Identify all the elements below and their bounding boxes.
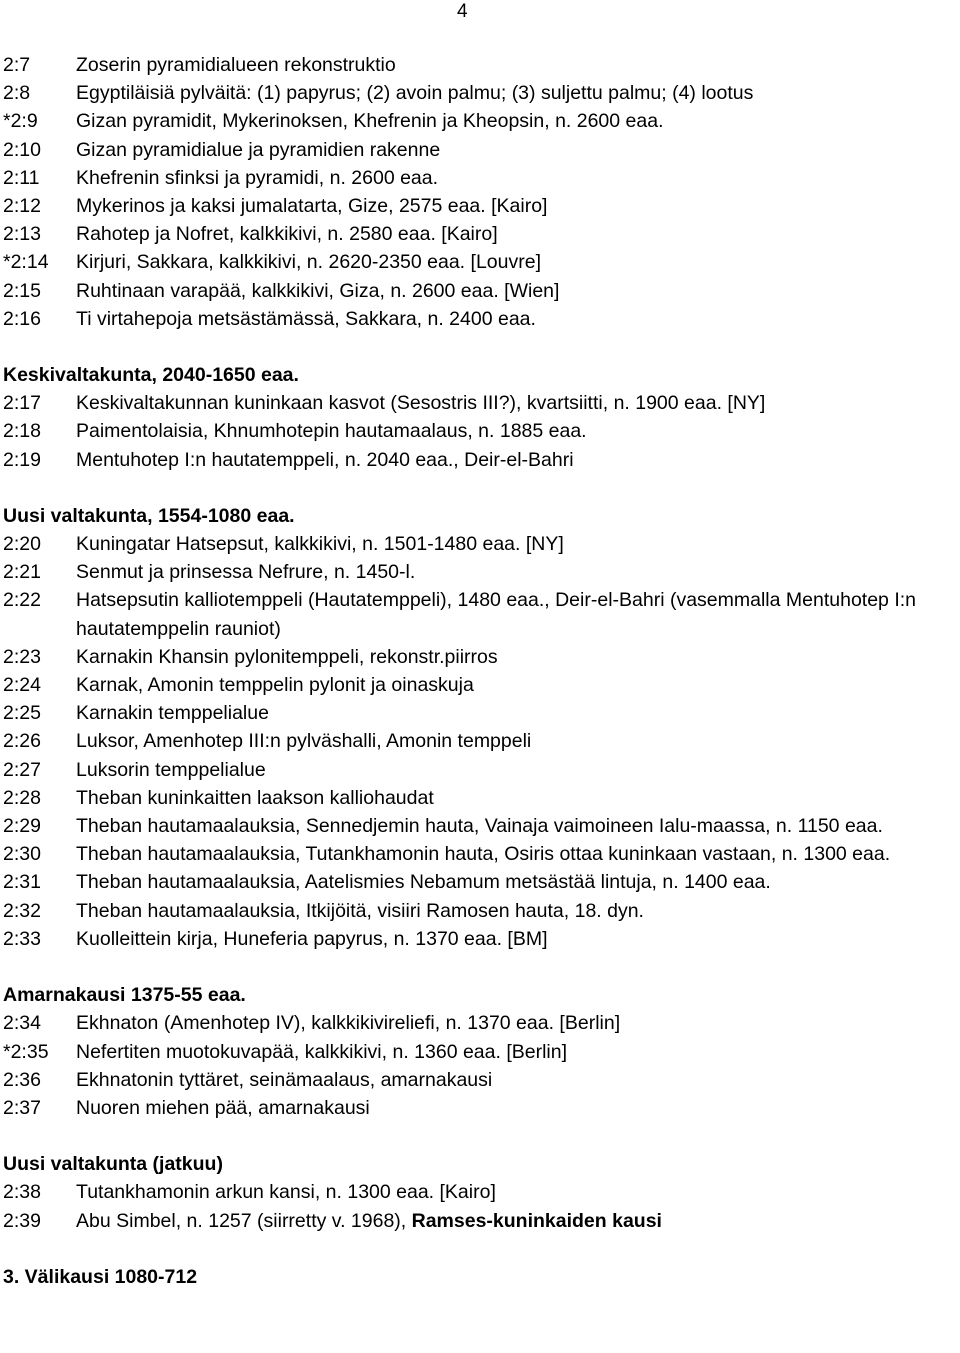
entry-code: 2:10 bbox=[3, 138, 41, 161]
list-item bbox=[3, 1178, 959, 1206]
section bbox=[3, 953, 959, 1122]
entry-description: Theban hautamaalauksia, Itkijöitä, visiiri Ramosen hauta, 18. dyn. bbox=[76, 899, 644, 922]
entry-text bbox=[76, 812, 959, 840]
entry-description: Luksorin temppelialue bbox=[76, 758, 266, 781]
entry-code: 2:19 bbox=[3, 448, 41, 471]
entry-code: 2:8 bbox=[3, 82, 31, 105]
entry-text bbox=[76, 530, 959, 558]
list-item bbox=[3, 1207, 959, 1235]
entry-text bbox=[76, 897, 959, 925]
entry-description: Kirjuri, Sakkara, kalkkikivi, n. 2620-2350 eaa. [Louvre] bbox=[76, 251, 541, 274]
list-item bbox=[3, 107, 959, 135]
section bbox=[3, 474, 959, 953]
entry-text bbox=[76, 51, 959, 79]
entry-text bbox=[76, 277, 959, 305]
list-item bbox=[3, 812, 959, 840]
section-gap bbox=[3, 474, 959, 502]
entry-description: Nefertiten muotokuvapää, kalkkikivi, n. 1360 eaa. [Berlin] bbox=[76, 1040, 568, 1063]
list-item bbox=[3, 840, 959, 868]
section bbox=[3, 333, 959, 474]
list-item bbox=[3, 671, 959, 699]
entry-text bbox=[76, 1066, 959, 1094]
section-heading: Amarnakausi 1375-55 eaa. bbox=[3, 984, 246, 1007]
section bbox=[3, 51, 959, 333]
entry-code: 2:32 bbox=[3, 899, 41, 922]
entry-text bbox=[76, 1094, 959, 1122]
entry-text bbox=[76, 586, 959, 642]
entry-description: Karnakin temppelialue bbox=[76, 702, 269, 725]
list-item bbox=[3, 586, 959, 642]
entry-text bbox=[76, 136, 959, 164]
section-gap bbox=[3, 333, 959, 361]
entry-description: Hatsepsutin kalliotemppeli (Hautatemppeli), 1480 eaa., Deir-el-Bahri (vasemmalla Mentuhotep I:n hautatemppelin rauniot) bbox=[76, 589, 916, 640]
entry-description: Egyptiläisiä pylväitä: (1) papyrus; (2) avoin palmu; (3) suljettu palmu; (4) lootus bbox=[76, 82, 754, 105]
entry-text bbox=[76, 643, 959, 671]
entry-description: Zoserin pyramidialueen rekonstruktio bbox=[76, 54, 396, 76]
entry-code: 2:28 bbox=[3, 786, 41, 809]
entry-code: 2:24 bbox=[3, 674, 41, 697]
section-heading: Uusi valtakunta (jatkuu) bbox=[3, 1153, 223, 1176]
list-item bbox=[3, 756, 959, 784]
entry-code: *2:9 bbox=[3, 110, 38, 133]
list-item bbox=[3, 558, 959, 586]
list-item bbox=[3, 925, 959, 953]
entry-description: Theban hautamaalauksia, Aatelismies Nebamum metsästää lintuja, n. 1400 eaa. bbox=[76, 871, 771, 894]
entry-description: Keskivaltakunnan kuninkaan kasvot (Sesostris III?), kvartsiitti, n. 1900 eaa. [NY] bbox=[76, 392, 766, 415]
entry-code: 2:22 bbox=[3, 589, 41, 612]
list-item bbox=[3, 897, 959, 925]
entry-description: Theban kuninkaitten laakson kalliohaudat bbox=[76, 786, 434, 809]
entry-description: Mentuhotep I:n hautatemppeli, n. 2040 eaa., Deir-el-Bahri bbox=[76, 448, 574, 471]
entry-code: 2:26 bbox=[3, 730, 41, 753]
entry-code: 2:16 bbox=[3, 307, 41, 330]
entry-description: Khefrenin sfinksi ja pyramidi, n. 2600 eaa. bbox=[76, 166, 439, 189]
entry-code: 2:37 bbox=[3, 1096, 41, 1119]
entry-code: 2:23 bbox=[3, 645, 41, 668]
list-item bbox=[3, 1009, 959, 1037]
entry-code: 2:21 bbox=[3, 561, 41, 584]
list-item bbox=[3, 1066, 959, 1094]
entry-description: Ekhnatonin tyttäret, seinämaalaus, amarnakausi bbox=[76, 1068, 493, 1091]
entry-description: Gizan pyramidialue ja pyramidien rakenne bbox=[76, 138, 441, 161]
entry-text bbox=[76, 164, 959, 192]
entry-code: 2:12 bbox=[3, 195, 41, 218]
list-item bbox=[3, 248, 959, 276]
entry-text bbox=[76, 558, 959, 586]
entry-text bbox=[76, 727, 959, 755]
entry-description: Karnakin Khansin pylonitemppeli, rekonstr.piirros bbox=[76, 645, 498, 668]
entry-code: 2:20 bbox=[3, 533, 41, 556]
entry-code: 2:39 bbox=[3, 1209, 41, 1232]
list-item bbox=[3, 79, 959, 107]
list-item bbox=[3, 784, 959, 812]
entry-code: 2:27 bbox=[3, 758, 41, 781]
entry-code: *2:14 bbox=[3, 251, 49, 274]
entry-description: Tutankhamonin arkun kansi, n. 1300 eaa. [Kairo] bbox=[76, 1181, 496, 1204]
section-heading: 3. Välikausi 1080-712 bbox=[3, 1265, 198, 1288]
entry-description: Theban hautamaalauksia, Sennedjemin hauta, Vainaja vaimoineen Ialu-maassa, n. 1150 eaa. bbox=[76, 815, 883, 838]
list-item bbox=[3, 305, 959, 333]
entry-description: Ekhnaton (Amenhotep IV), kalkkikivireliefi, n. 1370 eaa. [Berlin] bbox=[76, 1012, 621, 1035]
entry-code: 2:11 bbox=[3, 166, 40, 189]
entry-text bbox=[76, 220, 959, 248]
page-number: 4 bbox=[457, 1, 468, 22]
entry-code: 2:17 bbox=[3, 392, 41, 415]
entry-text bbox=[76, 925, 959, 953]
list-item bbox=[3, 277, 959, 305]
entry-description: Ruhtinaan varapää, kalkkikivi, Giza, n. 2600 eaa. [Wien] bbox=[76, 279, 560, 302]
entry-code: 2:30 bbox=[3, 843, 41, 866]
entry-description: Kuningatar Hatsepsut, kalkkikivi, n. 1501-1480 eaa. [NY] bbox=[76, 533, 564, 556]
section-heading: Uusi valtakunta, 1554-1080 eaa. bbox=[3, 504, 295, 527]
entry-text bbox=[76, 699, 959, 727]
entry-description: Ti virtahepoja metsästämässä, Sakkara, n. 2400 eaa. bbox=[76, 307, 536, 330]
entry-code: *2:35 bbox=[3, 1040, 49, 1063]
entry-description: Paimentolaisia, Khnumhotepin hautamaalaus, n. 1885 eaa. bbox=[76, 420, 587, 443]
entry-bold-text: Ramses-kuninkaiden kausi bbox=[411, 1209, 662, 1232]
entry-text bbox=[76, 107, 959, 135]
entry-code: 2:29 bbox=[3, 815, 41, 838]
list-item bbox=[3, 164, 959, 192]
entry-text bbox=[76, 1207, 959, 1235]
list-item bbox=[3, 699, 959, 727]
entry-text bbox=[76, 248, 959, 276]
entry-text bbox=[76, 305, 959, 333]
list-item bbox=[3, 727, 959, 755]
entry-description: Nuoren miehen pää, amarnakausi bbox=[76, 1096, 370, 1119]
entry-text bbox=[76, 868, 959, 896]
list-item bbox=[3, 192, 959, 220]
entry-description: Mykerinos ja kaksi jumalatarta, Gize, 2575 eaa. [Kairo] bbox=[76, 195, 548, 218]
entry-code: 2:7 bbox=[3, 54, 31, 76]
entry-code: 2:18 bbox=[3, 420, 41, 443]
entry-description: Gizan pyramidit, Mykerinoksen, Khefrenin ja Kheopsin, n. 2600 eaa. bbox=[76, 110, 664, 133]
entry-description: Karnak, Amonin temppelin pylonit ja oinaskuja bbox=[76, 674, 474, 697]
section bbox=[3, 1235, 959, 1291]
section bbox=[3, 1122, 959, 1235]
entry-description: Abu Simbel, n. 1257 (siirretty v. 1968), bbox=[76, 1209, 412, 1232]
entry-text bbox=[76, 784, 959, 812]
section-gap bbox=[3, 1235, 959, 1263]
list-item bbox=[3, 1094, 959, 1122]
entry-description: Senmut ja prinsessa Nefrure, n. 1450-l. bbox=[76, 561, 416, 584]
entry-code: 2:33 bbox=[3, 927, 41, 950]
entry-text bbox=[76, 389, 959, 417]
section-gap bbox=[3, 953, 959, 981]
entry-description: Rahotep ja Nofret, kalkkikivi, n. 2580 eaa. [Kairo] bbox=[76, 223, 498, 246]
section-gap bbox=[3, 1122, 959, 1150]
entry-text bbox=[76, 79, 959, 107]
entry-description: Luksor, Amenhotep III:n pylväshalli, Amonin temppeli bbox=[76, 730, 532, 753]
entry-code: 2:13 bbox=[3, 223, 41, 246]
entry-code: 2:31 bbox=[3, 871, 41, 894]
entry-text bbox=[76, 1178, 959, 1206]
entry-code: 2:34 bbox=[3, 1012, 41, 1035]
list-item bbox=[3, 868, 959, 896]
entry-text bbox=[76, 1038, 959, 1066]
list-item bbox=[3, 1038, 959, 1066]
entry-code: 2:38 bbox=[3, 1181, 41, 1204]
list-item bbox=[3, 51, 959, 79]
entry-text bbox=[76, 756, 959, 784]
entry-code: 2:15 bbox=[3, 279, 41, 302]
entry-text bbox=[76, 192, 959, 220]
document-body bbox=[3, 51, 959, 1291]
entry-description: Theban hautamaalauksia, Tutankhamonin hauta, Osiris ottaa kuninkaan vastaan, n. 1300 eaa. bbox=[76, 843, 891, 866]
list-item bbox=[3, 136, 959, 164]
entry-code: 2:36 bbox=[3, 1068, 41, 1091]
entry-text bbox=[76, 446, 959, 474]
list-item bbox=[3, 446, 959, 474]
list-item bbox=[3, 643, 959, 671]
entry-description: Kuolleittein kirja, Huneferia papyrus, n. 1370 eaa. [BM] bbox=[76, 927, 548, 950]
entry-text bbox=[76, 417, 959, 445]
list-item bbox=[3, 530, 959, 558]
list-item bbox=[3, 389, 959, 417]
entry-text bbox=[76, 840, 959, 868]
entry-text bbox=[76, 1009, 959, 1037]
entry-text bbox=[76, 671, 959, 699]
list-item bbox=[3, 417, 959, 445]
entry-code: 2:25 bbox=[3, 702, 41, 725]
section-heading: Keskivaltakunta, 2040-1650 eaa. bbox=[3, 364, 299, 387]
list-item bbox=[3, 220, 959, 248]
